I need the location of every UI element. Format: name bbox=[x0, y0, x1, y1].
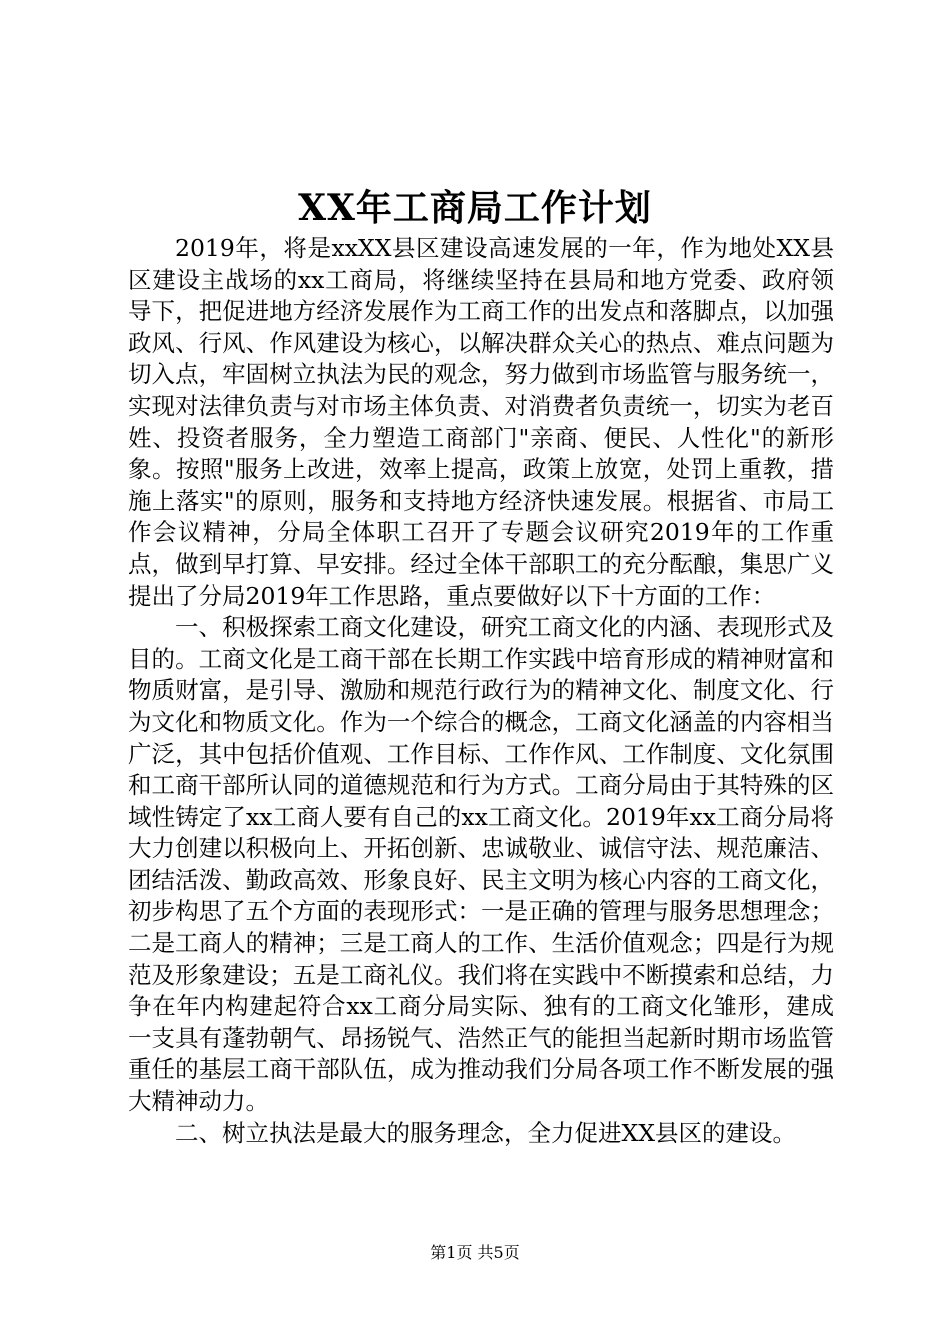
paragraph-section-2: 二、树立执法是最大的服务理念，全力促进XX县区的建设。 bbox=[175, 1118, 796, 1147]
paragraph-intro: 2019年，将是xxXX县区建设高速发展的一年，作为地处XX县区建设主战场的xx工商局，将继续坚持在县局和地方党委、政府领导下，把促进地方经济发展作为工商工作的出发点和落脚点，以加强政风、行风、作风建设为核心，以解决群众关心的热点、难点问题为切入点，牢固树立执法为民的观念，努力做到市场监管与服务统一，实现对法律负责与对市场主体负责、对消费者负责统一，切实为老百姓、投资者服务，全力塑造工商部门"亲商、便民、人性化"的新形象。按照"服务上改进，效率上提高，政策上放宽，处罚上重教，措施上落实"的原则，服务和支持地方经济快速发展。根据省、市局工作会议精神，分局全体职工召开了专题会议研究2019年的工作重点，做到早打算、早安排。经过全体干部职工的充分酝酿，集思广义提出了分局2019年工作思路，重点要做好以下十方面的工作： bbox=[128, 234, 834, 610]
document-title: XX年工商局工作计划 bbox=[298, 187, 652, 229]
paragraph-section-1: 一、积极探索工商文化建设，研究工商文化的内涵、表现形式及目的。工商文化是工商干部在长期工作实践中培育形成的精神财富和物质财富，是引导、激励和规范行政行为的精神文化、制度文化、行为文化和物质文化。作为一个综合的概念，工商文化涵盖的内容相当广泛，其中包括价值观、工作目标、工作作风、工作制度、文化氛围和工商干部所认同的道德规范和行为方式。工商分局由于其特殊的区域性铸定了xx工商人要有自己的xx工商文化。2019年xx工商分局将大力创建以积极向上、开拓创新、忠诚敬业、诚信守法、规范廉洁、团结活泼、勤政高效、形象良好、民主文明为核心内容的工商文化，初步构思了五个方面的表现形式：一是正确的管理与服务思想理念；二是工商人的精神；三是工商人的工作、生活价值观念；四是行为规范及形象建设；五是工商礼仪。我们将在实践中不断摸索和总结，力争在年内构建起符合xx工商分局实际、独有的工商文化雏形，建成一支具有蓬勃朝气、昂扬锐气、浩然正气的能担当起新时期市场监管重任的基层工商干部队伍，成为推动我们分局各项工作不断发展的强大精神动力。 bbox=[128, 613, 834, 1116]
document-body bbox=[128, 233, 834, 1149]
page-footer: 第1页 共5页 bbox=[430, 1243, 520, 1262]
